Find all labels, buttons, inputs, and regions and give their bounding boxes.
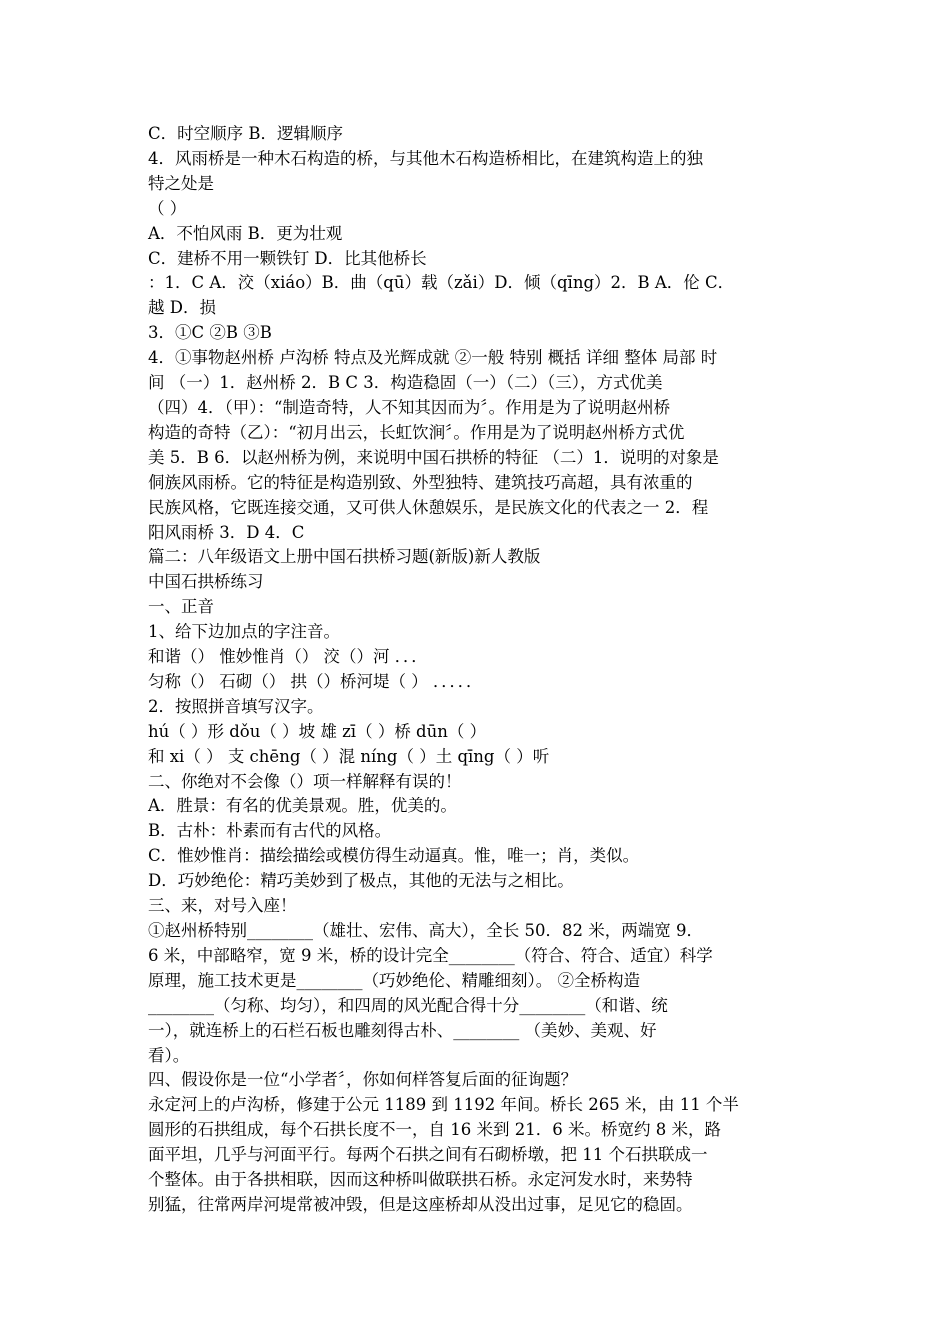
text-line: 间 （一）1．赵州桥 2．B C 3．构造稳固（一）（二）（三），方式优美 <box>148 373 663 393</box>
text-line: 美 5．B 6．以赵州桥为例，来说明中国石拱桥的特征 （二）1．说明的对象是 <box>148 447 719 467</box>
option-d: D．巧妙绝伦：精巧美妙到了极点，其他的无法与之相比。 <box>148 871 574 891</box>
text-line: ________（匀称、均匀），和四周的风光配合得十分________（和谐、统 <box>148 995 668 1015</box>
text-line: 4．风雨桥是一种木石构造的桥，与其他木石构造桥相比，在建筑构造上的独 <box>148 148 703 168</box>
passage-line: 永定河上的卢沟桥，修建于公元 1189 到 1192 年间。桥长 265 米，由 11 个半 <box>148 1095 739 1115</box>
question-text: 1、给下边加点的字注音。 <box>148 622 340 642</box>
text-line: 阳风雨桥 3．D 4．C <box>148 522 305 542</box>
passage-line: 个整体。由于各拱相联，因而这种桥叫做联拱石桥。永定河发水时，来势特 <box>148 1170 693 1190</box>
text-line: 越 D．损 <box>148 298 216 318</box>
exercise-title: 中国石拱桥练习 <box>148 572 264 592</box>
option-b: B．古朴：朴素而有古代的风格。 <box>148 821 392 841</box>
text-line: 3．①C ②B ③B <box>148 323 272 343</box>
text-line: 看）。 <box>148 1045 190 1065</box>
question-text: 2．按照拼音填写汉字。 <box>148 696 324 716</box>
text-line: 侗族风雨桥。它的特征是构造别致、外型独特、建筑技巧高超，具有浓重的 <box>148 472 693 492</box>
text-line: C．建桥不用一颗铁钉 D．比其他桥长 <box>148 248 427 268</box>
text-line: A．不怕风雨 B．更为壮观 <box>148 223 343 243</box>
text-line: C．时空顺序 B．逻辑顺序 <box>148 124 343 143</box>
option-c: C．惟妙惟肖：描绘描绘或模仿得生动逼真。惟，唯一；肖，类似。 <box>148 846 640 866</box>
text-line: ：1．C A．洨（xiáo）B．曲（qū）载（zǎi）D．倾（qīng）2．B A．伦 C． <box>148 273 735 293</box>
section-heading: 四、假设你是一位“小学者〞，你如何样答复后面的征询题？ <box>148 1070 578 1090</box>
text-line: （四）4．（甲）：“制造奇特，人不知其因而为〞。作用是为了说明赵州桥 <box>148 397 671 417</box>
text-line: 构造的奇特（乙）：“初月出云，长虹饮涧〞。作用是为了说明赵州桥方式优 <box>148 422 685 442</box>
text-line: 4．①事物赵州桥 卢沟桥 特点及光辉成就 ②一般 特别 概括 详细 整体 局部 时 <box>148 348 718 368</box>
passage-line: 面平坦，几乎与河面平行。每两个石拱之间有石砌桥墩，把 11 个石拱联成一 <box>148 1145 708 1165</box>
text-line: 一），就连桥上的石栏石板也雕刻得古朴、________ （美妙、美观、好 <box>148 1020 657 1040</box>
text-line: 民族风格，它既连接交通，又可供人休憩娱乐，是民族文化的代表之一 2．程 <box>148 497 709 517</box>
text-line: 和谐（） 惟妙惟肖（） 洨（）河 ．．． <box>148 647 428 667</box>
section-heading: 篇二：八年级语文上册中国石拱桥习题(新版)新人教版 <box>148 547 541 567</box>
text-line: （ ） <box>148 198 187 218</box>
text-line: 原理，施工技术更是________（巧妙绝伦、精雕细刻）。 ②全桥构造 <box>148 970 640 990</box>
option-a: A．胜景：有名的优美景观。胜，优美的。 <box>148 796 457 816</box>
section-heading: 一、正音 <box>148 597 214 617</box>
text-line: 特之处是 <box>148 173 214 193</box>
passage-line: 别猛，往常两岸河堤常被冲毁，但是这座桥却从没出过事，足见它的稳固。 <box>148 1194 693 1214</box>
passage-line: 圆形的石拱组成，每个石拱长度不一，自 16 米到 21．6 米。桥宽约 8 米，路 <box>148 1120 721 1140</box>
section-heading: 二、你绝对不会像（）项一样解释有误的！ <box>148 771 462 791</box>
text-line: ①赵州桥特别________（雄壮、宏伟、高大），全长 50．82 米，两端宽 9． <box>148 921 703 940</box>
section-heading: 三、来，对号入座！ <box>148 896 297 916</box>
text-line: hú（ ）形 dǒu（ ）坡 雄 zī（ ）桥 dūn（ ） <box>148 721 487 741</box>
document-body <box>148 122 808 1218</box>
text-line: 和 xi（ ） 支 chēng（ ）混 níng（ ）土 qīng（ ）听 <box>148 746 550 766</box>
text-line: 匀称（） 石砌（） 拱（）桥河堤（ ） ．．．．． <box>148 671 483 691</box>
text-line: 6 米，中部略窄，宽 9 米，桥的设计完全________（符合、符合、适宜）科学 <box>148 945 713 965</box>
